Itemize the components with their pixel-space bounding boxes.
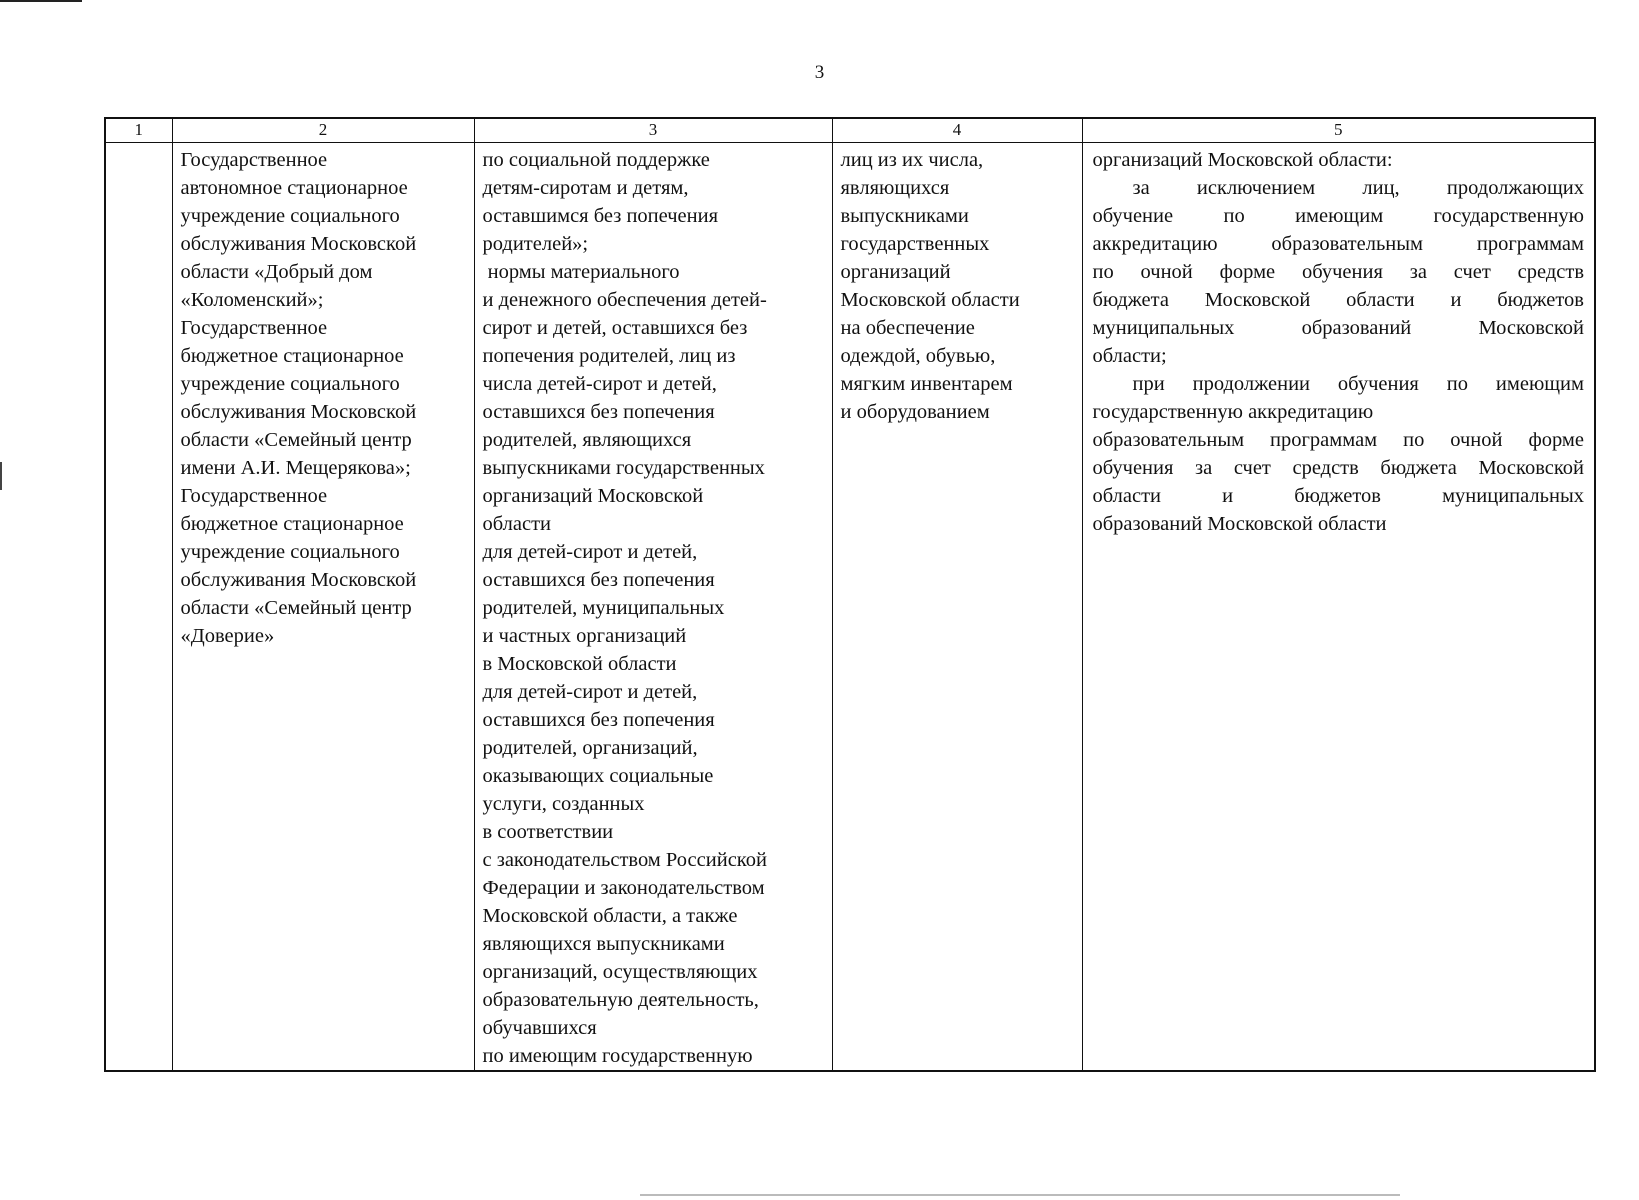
- text-line: образовательным программам по очной форме: [1092, 429, 1584, 451]
- text-line: государственных: [840, 233, 990, 255]
- text-line: оставшихся без попечения: [482, 401, 715, 423]
- text-line: имени А.И. Мещерякова»;: [180, 457, 411, 479]
- text-line: в Московской области: [482, 653, 677, 675]
- text-line: организаций Московской области:: [1092, 149, 1393, 171]
- text-line: обслуживания Московской: [180, 569, 417, 591]
- cell-col2: [172, 143, 474, 1072]
- text-line: области «Добрый дом: [180, 261, 373, 283]
- text-line: обучение по имеющим государственную: [1092, 205, 1584, 227]
- text-line: области «Семейный центр: [180, 429, 412, 451]
- text-line: обслуживания Московской: [180, 233, 417, 255]
- scan-edge-mark: [0, 462, 2, 490]
- text-line: обслуживания Московской: [180, 401, 417, 423]
- text-line: и частных организаций: [482, 625, 687, 647]
- text-line: области: [482, 513, 552, 535]
- table-header-row: [105, 118, 1595, 143]
- text-line: для детей-сирот и детей,: [482, 681, 698, 703]
- text-line: области и бюджетов муниципальных: [1092, 485, 1584, 507]
- text-line: Федерации и законодательством: [482, 877, 765, 899]
- text-line: организаций Московской: [482, 485, 704, 507]
- text-line: Московской области, а также: [482, 905, 738, 927]
- text-line: оставшихся без попечения: [482, 709, 715, 731]
- text-line: мягким инвентарем: [840, 373, 1013, 395]
- text-line: организаций, осуществляющих: [482, 961, 758, 983]
- text-line: бюджетное стационарное: [180, 513, 404, 535]
- text-line: и оборудованием: [840, 401, 990, 423]
- text-line: одеждой, обувью,: [840, 345, 996, 367]
- text-line: обучения за счет средств бюджета Московской: [1092, 457, 1584, 479]
- page-number: 3: [814, 62, 825, 83]
- text-line: образовательную деятельность,: [482, 989, 759, 1011]
- text-line: образований Московской области: [1092, 513, 1387, 535]
- text-line: области «Семейный центр: [180, 597, 412, 619]
- cell-col3: [474, 143, 832, 1072]
- scan-edge-mark: [0, 0, 82, 2]
- scan-edge-mark: [640, 1194, 1400, 1196]
- cell-col5: [1082, 143, 1595, 1072]
- text-line: учреждение социального: [180, 541, 400, 563]
- cell-col4: [832, 143, 1082, 1072]
- text-line: «Доверие»: [180, 625, 275, 647]
- text-line: по очной форме обучения за счет средств: [1092, 261, 1584, 283]
- column-header-3: 3: [474, 118, 832, 143]
- norms-description: [475, 143, 832, 1070]
- text-line: родителей, муниципальных: [482, 597, 725, 619]
- text-line: аккредитацию образовательным программам: [1092, 233, 1584, 255]
- text-line: сирот и детей, оставшихся без: [482, 317, 748, 339]
- text-line: «Коломенский»;: [180, 289, 324, 311]
- text-line: выпускниками: [840, 205, 969, 227]
- provision-description: [833, 143, 1082, 426]
- text-line: выпускниками государственных: [482, 457, 765, 479]
- text-line: для детей-сирот и детей,: [482, 541, 698, 563]
- text-line: бюджетное стационарное: [180, 345, 404, 367]
- text-line: услуги, созданных: [482, 793, 645, 815]
- text-line: по социальной поддержке: [482, 149, 710, 171]
- text-line: числа детей-сирот и детей,: [482, 373, 717, 395]
- text-line: оставшихся без попечения: [482, 569, 715, 591]
- text-line: учреждение социального: [180, 373, 400, 395]
- text-line: детям-сиротам и детям,: [482, 177, 689, 199]
- text-line: Московской области: [840, 289, 1020, 311]
- text-line: за исключением лиц, продолжающих: [1132, 177, 1584, 199]
- cell-col1: [105, 143, 172, 1072]
- text-line: лиц из их числа,: [840, 149, 984, 171]
- column-header-1: 1: [105, 118, 172, 143]
- text-line: попечения родителей, лиц из: [482, 345, 736, 367]
- text-line: в соответствии: [482, 821, 614, 843]
- text-line: учреждение социального: [180, 205, 400, 227]
- text-line: обучавшихся: [482, 1017, 597, 1039]
- column-header-2: 2: [172, 118, 474, 143]
- text-line: родителей, являющихся: [482, 429, 692, 451]
- text-line: нормы материального: [482, 261, 680, 283]
- text-line: области;: [1092, 345, 1167, 367]
- document-table: [104, 117, 1596, 1072]
- text-line: оставшимся без попечения: [482, 205, 719, 227]
- text-line: Государственное: [180, 149, 328, 171]
- text-line: родителей»;: [482, 233, 589, 255]
- text-line: государственную аккредитацию: [1092, 401, 1374, 423]
- text-line: организаций: [840, 261, 951, 283]
- text-line: на обеспечение: [840, 317, 975, 339]
- table-row: [105, 143, 1595, 1072]
- text-line: Государственное: [180, 485, 328, 507]
- text-line: автономное стационарное: [180, 177, 408, 199]
- column-header-5: 5: [1082, 118, 1595, 143]
- text-line: по имеющим государственную: [482, 1045, 753, 1067]
- text-line: оказывающих социальные: [482, 765, 714, 787]
- text-line: при продолжении обучения по имеющим: [1132, 373, 1584, 395]
- column-header-4: 4: [832, 118, 1082, 143]
- text-line: Государственное: [180, 317, 328, 339]
- text-line: и денежного обеспечения детей-: [482, 289, 767, 311]
- text-line: являющихся: [840, 177, 950, 199]
- institutions-list: [173, 143, 474, 650]
- conditions-description: [1083, 143, 1595, 538]
- text-line: бюджета Московской области и бюджетов: [1092, 289, 1584, 311]
- text-line: муниципальных образований Московской: [1092, 317, 1584, 339]
- text-line: с законодательством Российской: [482, 849, 767, 871]
- text-line: родителей, организаций,: [482, 737, 698, 759]
- text-line: являющихся выпускниками: [482, 933, 725, 955]
